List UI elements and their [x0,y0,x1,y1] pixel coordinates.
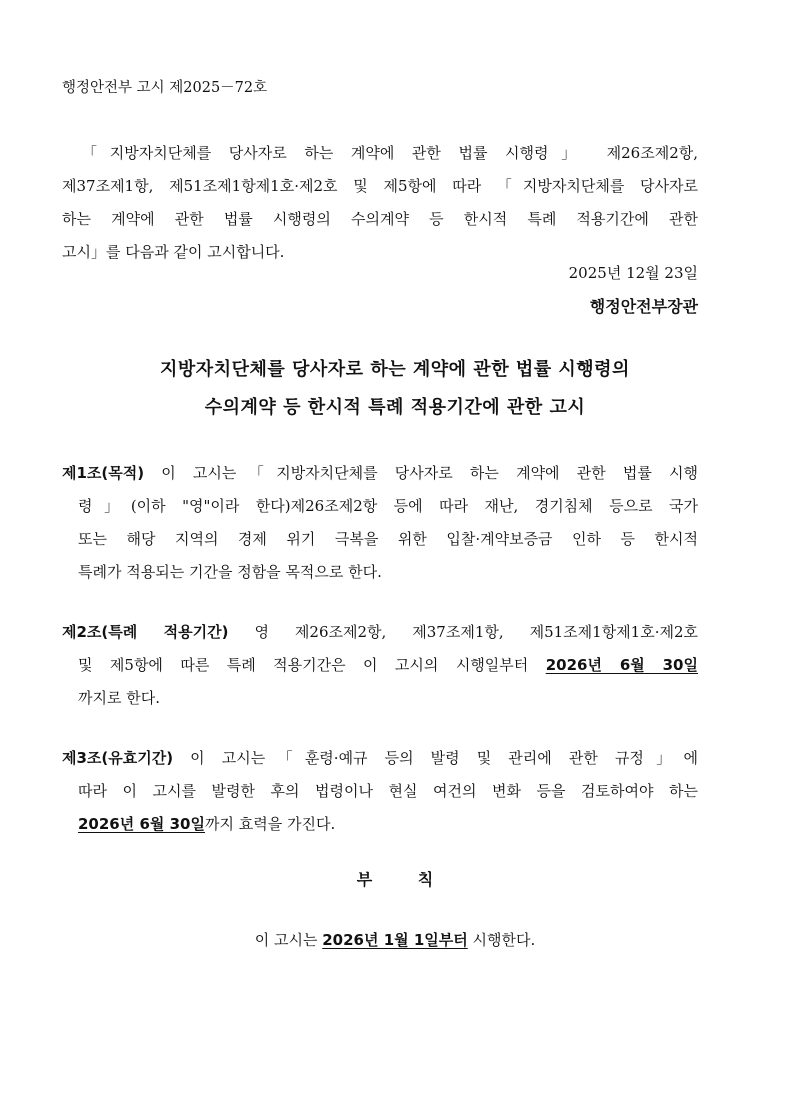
article-2-line-1 [62,622,698,642]
intro-line-1: 「지방자치단체를 당사자로 하는 계약에 관한 법률 시행령」 제26조제2항, [82,144,698,162]
article-3-line-3 [78,814,698,834]
article-1-line-2: 령」(이하 "영"이라 한다)제26조제2항 등에 따라 재난, 경기침체 등으로 국가 [78,497,698,515]
intro-line-2: 제37조제1항, 제51조제1항제1호·제2호 및 제5항에 따라 「지방자치단체를 당사자로 [62,177,698,195]
article-3-text-3: 까지 효력을 가진다. [204,815,336,833]
article-3-line-1 [62,748,698,768]
addenda-heading: 부 칙 [356,870,434,889]
issuer-name: 행정안전부장관 [589,297,698,316]
article-3-date-emphasis: 2026년 6월 30일 [78,815,205,833]
notice-date: 2025년 12월 23일 [568,264,698,282]
addenda-text [0,930,790,950]
document-title-line-2: 수의계약 등 한시적 특례 적용기간에 관한 고시 [204,397,586,418]
article-2-date-emphasis: 2026년 6월 30일 [545,656,698,674]
article-2-text: 영 제26조제2항, 제37조제1항, 제51조제1항제1호·제2호 [228,623,698,641]
addenda-text-pre: 이 고시는 [254,931,323,949]
document-title-line-1: 지방자치단체를 당사자로 하는 계약에 관한 법률 시행령의 [160,359,630,380]
intro-line-4: 고시」를 다음과 같이 고시합니다. [62,243,285,261]
article-3-heading: 제3조(유효기간) [62,749,174,767]
article-2-text-2: 및 제5항에 따른 특례 적용기간은 이 고시의 시행일부터 [78,656,546,674]
article-1-heading: 제1조(목적) [62,464,145,482]
addenda-date-emphasis: 2026년 1월 1일부터 [322,931,468,949]
notice-number: 행정안전부 고시 제2025－72호 [62,80,268,96]
article-2-heading: 제2조(특례 적용기간) [62,623,229,641]
intro-line-3: 하는 계약에 관한 법률 시행령의 수의계약 등 한시적 특례 적용기간에 관한 [62,210,698,228]
article-2-line-3: 까지로 한다. [78,689,160,707]
article-3-line-2: 따라 이 고시를 발령한 후의 법령이나 현실 여건의 변화 등을 검토하여야 하는 [78,782,698,800]
addenda-text-post: 시행한다. [467,931,536,949]
article-2-line-2 [78,655,698,675]
article-3-text: 이 고시는「훈령·예규 등의 발령 및 관리에 관한 규정」에 [173,749,698,767]
article-1-line-3: 또는 해당 지역의 경제 위기 극복을 위한 입찰·계약보증금 인하 등 한시적 [78,530,698,548]
article-1-line-1 [62,463,698,483]
article-1-text: 이 고시는「지방자치단체를 당사자로 하는 계약에 관한 법률 시행 [144,464,698,482]
article-1-line-4: 특례가 적용되는 기간을 정함을 목적으로 한다. [78,563,382,581]
